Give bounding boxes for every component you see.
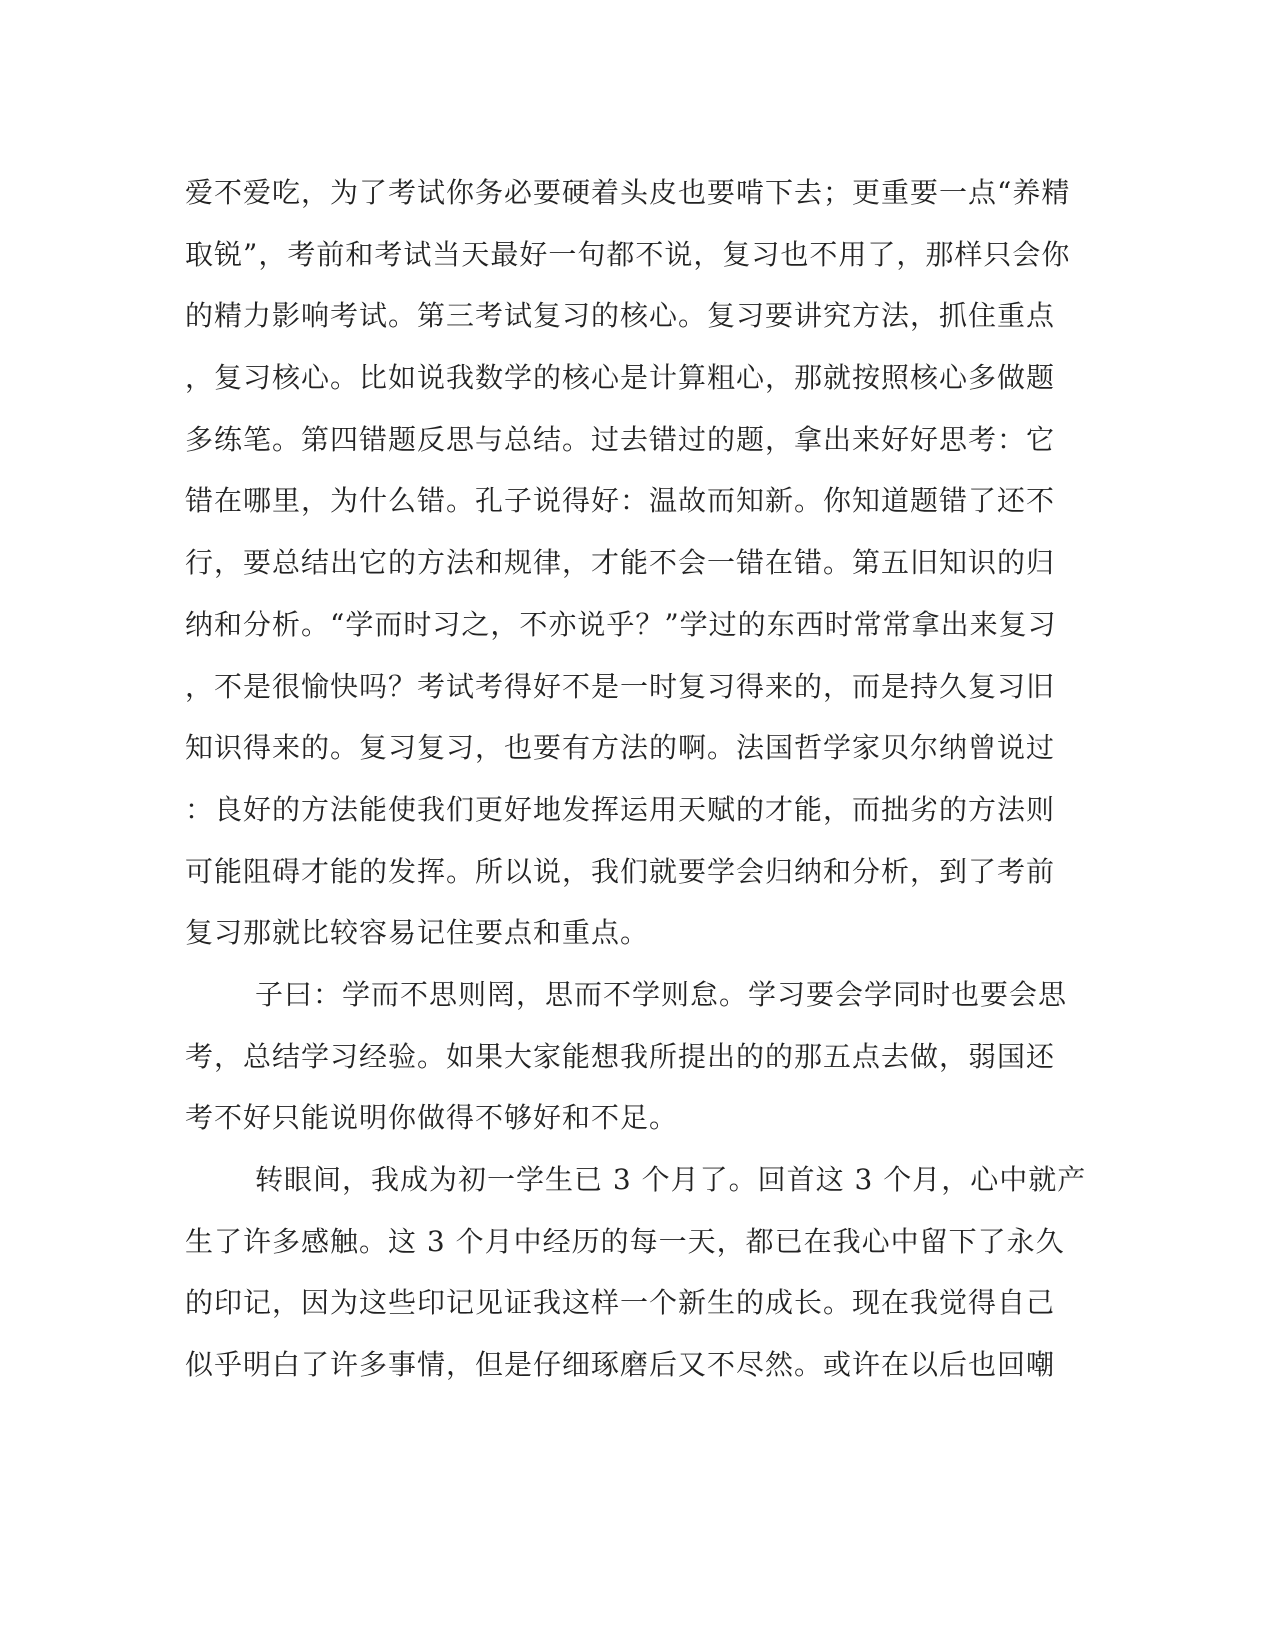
text-line: 错在哪里，为什么错。孔子说得好：温故而知新。你知道题错了还不	[185, 484, 1056, 518]
paragraph-study-methods	[185, 162, 1071, 964]
text-line: 转眼间，我成为初一学生已 3 个月了。回首这 3 个月，心中就产	[255, 1163, 1087, 1196]
text-line: 复习那就比较容易记住要点和重点。	[185, 916, 650, 950]
text-line: 行，要总结出它的方法和规律，才能不会一错在错。第五旧知识的归	[185, 546, 1056, 580]
text-line: 考，总结学习经验。如果大家能想我所提出的的那五点去做，弱国还	[185, 1039, 1056, 1073]
paragraph-first-year-reflection	[185, 1149, 1087, 1396]
text-line: ，不是很愉快吗？考试考得好不是一时复习得来的，而是持久复习旧	[185, 669, 1056, 703]
text-line: 爱不爱吃，为了考试你务必要硬着头皮也要啃下去；更重要一点“养精	[185, 176, 1071, 209]
text-line: 考不好只能说明你做得不够好和不足。	[185, 1101, 679, 1135]
text-line: 纳和分析。“学而时习之，不亦说乎？”学过的东西时常常拿出来复习	[185, 607, 1057, 641]
document-body	[185, 162, 1087, 1396]
text-line: 的精力影响考试。第三考试复习的核心。复习要讲究方法，抓住重点	[185, 299, 1056, 333]
paragraph-confucius-quote	[185, 964, 1068, 1149]
text-line: 的印记，因为这些印记见证我这样一个新生的成长。现在我觉得自己	[185, 1286, 1056, 1320]
text-line: 取锐”，考前和考试当天最好一句都不说，复习也不用了，那样只会你	[185, 237, 1071, 271]
text-line: 知识得来的。复习复习，也要有方法的啊。法国哲学家贝尔纳曾说过	[185, 731, 1056, 765]
text-line: 生了许多感触。这 3 个月中经历的每一天，都已在我心中留下了永久	[185, 1224, 1065, 1258]
text-line: ，复习核心。比如说我数学的核心是计算粗心，那就按照核心多做题	[185, 361, 1056, 395]
text-line: ：良好的方法能使我们更好地发挥运用天赋的才能，而拙劣的方法则	[185, 792, 1056, 826]
text-line: 似乎明白了许多事情，但是仔细琢磨后又不尽然。或许在以后也回嘲	[185, 1348, 1056, 1382]
text-line: 可能阻碍才能的发挥。所以说，我们就要学会归纳和分析，到了考前	[185, 854, 1056, 888]
text-line: 多练笔。第四错题反思与总结。过去错过的题，拿出来好好思考：它	[185, 422, 1056, 456]
text-line: 子曰：学而不思则罔，思而不学则怠。学习要会学同时也要会思	[255, 977, 1068, 1011]
